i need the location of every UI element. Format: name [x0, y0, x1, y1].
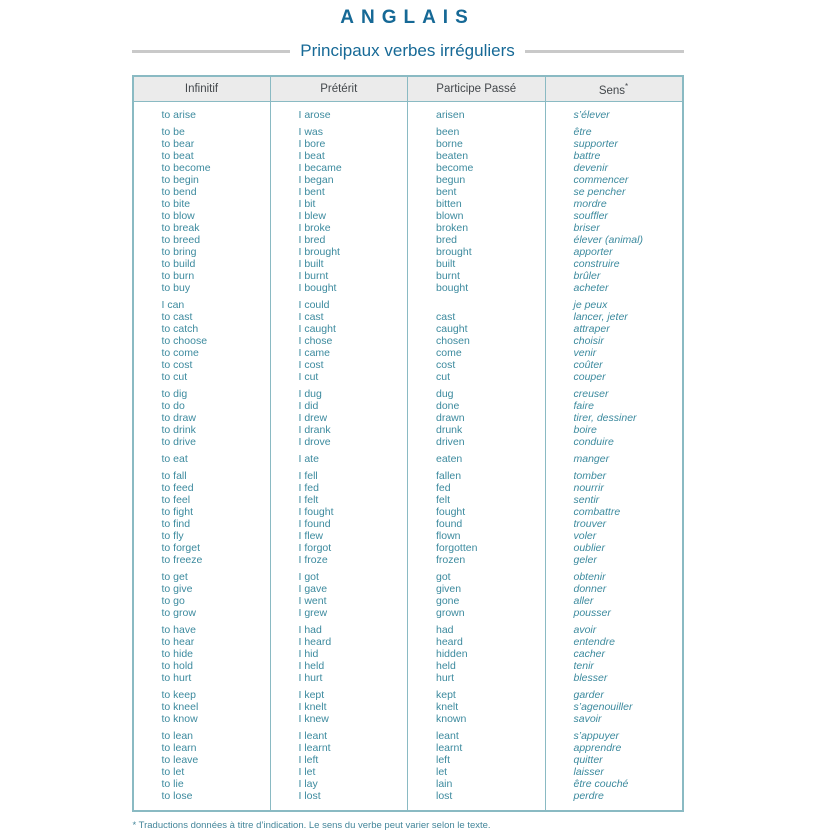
past-participle-cell: been	[408, 121, 546, 138]
past-participle-cell: burnt	[408, 270, 546, 282]
infinitive-cell: to dig	[133, 383, 271, 400]
past-participle-cell: bred	[408, 234, 546, 246]
sens-cell: donner	[545, 583, 683, 595]
preterite-cell: I hurt	[270, 672, 408, 684]
past-participle-cell: leant	[408, 725, 546, 742]
infinitive-cell: to cut	[133, 371, 271, 383]
infinitive-cell: to catch	[133, 323, 271, 335]
preterite-cell: I ate	[270, 448, 408, 465]
sens-cell: attraper	[545, 323, 683, 335]
preterite-cell: I drank	[270, 424, 408, 436]
table-row	[133, 246, 683, 258]
header-preterite	[270, 76, 408, 101]
sens-cell: choisir	[545, 335, 683, 347]
past-participle-cell: dug	[408, 383, 546, 400]
table-row	[133, 607, 683, 619]
sens-cell: je peux	[545, 294, 683, 311]
infinitive-cell: to forget	[133, 542, 271, 554]
past-participle-cell: found	[408, 518, 546, 530]
sens-cell: aller	[545, 595, 683, 607]
table-row	[133, 542, 683, 554]
past-participle-cell: built	[408, 258, 546, 270]
infinitive-cell: to feed	[133, 482, 271, 494]
table-row	[133, 270, 683, 282]
preterite-cell: I drew	[270, 412, 408, 424]
sens-cell: coûter	[545, 359, 683, 371]
past-participle-cell: driven	[408, 436, 546, 448]
past-participle-cell: come	[408, 347, 546, 359]
sens-cell: se pencher	[545, 186, 683, 198]
past-participle-cell: done	[408, 400, 546, 412]
table-row	[133, 530, 683, 542]
verb-table-body	[133, 101, 683, 811]
past-participle-cell: broken	[408, 222, 546, 234]
table-row	[133, 482, 683, 494]
preterite-cell: I came	[270, 347, 408, 359]
preterite-cell: I knew	[270, 713, 408, 725]
sens-cell: tomber	[545, 465, 683, 482]
past-participle-cell: cast	[408, 311, 546, 323]
infinitive-cell: to begin	[133, 174, 271, 186]
table-row	[133, 660, 683, 672]
table-row	[133, 150, 683, 162]
preterite-cell: I bore	[270, 138, 408, 150]
past-participle-cell: forgotten	[408, 542, 546, 554]
infinitive-cell: to keep	[133, 684, 271, 701]
table-row	[133, 424, 683, 436]
table-row	[133, 742, 683, 754]
table-row	[133, 138, 683, 150]
infinitive-cell: to fall	[133, 465, 271, 482]
infinitive-cell: to hold	[133, 660, 271, 672]
header-preterite-label: Prétérit	[320, 83, 358, 96]
past-participle-cell: blown	[408, 210, 546, 222]
preterite-cell: I arose	[270, 101, 408, 121]
table-row	[133, 359, 683, 371]
preterite-cell: I bent	[270, 186, 408, 198]
preterite-cell: I was	[270, 121, 408, 138]
past-participle-cell: held	[408, 660, 546, 672]
infinitive-cell: to lean	[133, 725, 271, 742]
sens-cell: commencer	[545, 174, 683, 186]
preterite-cell: I went	[270, 595, 408, 607]
past-participle-cell: bitten	[408, 198, 546, 210]
infinitive-cell: to feel	[133, 494, 271, 506]
sens-cell: mordre	[545, 198, 683, 210]
table-row	[133, 436, 683, 448]
preterite-cell: I lay	[270, 778, 408, 790]
infinitive-cell: to lie	[133, 778, 271, 790]
sens-cell: trouver	[545, 518, 683, 530]
table-row	[133, 162, 683, 174]
footnote: * Traductions données à titre d’indication. Le sens du verbe peut varier selon le texte.	[132, 819, 491, 831]
preterite-cell: I built	[270, 258, 408, 270]
table-row	[133, 121, 683, 138]
sens-cell: faire	[545, 400, 683, 412]
past-participle-cell: fed	[408, 482, 546, 494]
page	[132, 0, 684, 831]
table-row	[133, 323, 683, 335]
infinitive-cell: to hide	[133, 648, 271, 660]
preterite-cell: I heard	[270, 636, 408, 648]
infinitive-cell: to have	[133, 619, 271, 636]
infinitive-cell: to bring	[133, 246, 271, 258]
infinitive-cell: to know	[133, 713, 271, 725]
past-participle-cell: cut	[408, 371, 546, 383]
table-row	[133, 518, 683, 530]
past-participle-cell: kept	[408, 684, 546, 701]
table-row	[133, 400, 683, 412]
infinitive-cell: to draw	[133, 412, 271, 424]
past-participle-cell: hidden	[408, 648, 546, 660]
preterite-cell: I lost	[270, 790, 408, 811]
table-row	[133, 258, 683, 270]
table-header	[133, 76, 683, 101]
table-row	[133, 311, 683, 323]
preterite-cell: I drove	[270, 436, 408, 448]
sens-cell: supporter	[545, 138, 683, 150]
table-row	[133, 234, 683, 246]
header-sens	[545, 76, 683, 101]
preterite-cell: I fought	[270, 506, 408, 518]
sens-cell: élever (animal)	[545, 234, 683, 246]
past-participle-cell: drunk	[408, 424, 546, 436]
preterite-cell: I left	[270, 754, 408, 766]
page-title: ANGLAIS	[340, 7, 475, 28]
past-participle-cell: grown	[408, 607, 546, 619]
sens-cell: laisser	[545, 766, 683, 778]
sens-cell: construire	[545, 258, 683, 270]
infinitive-cell: to be	[133, 121, 271, 138]
preterite-cell: I did	[270, 400, 408, 412]
past-participle-cell: fought	[408, 506, 546, 518]
table-row	[133, 595, 683, 607]
preterite-cell: I bought	[270, 282, 408, 294]
preterite-cell: I began	[270, 174, 408, 186]
right-rule	[525, 50, 684, 53]
table-row	[133, 619, 683, 636]
sens-cell: être couché	[545, 778, 683, 790]
infinitive-cell: to cost	[133, 359, 271, 371]
preterite-cell: I beat	[270, 150, 408, 162]
header-infinitive	[133, 76, 271, 101]
preterite-cell: I fell	[270, 465, 408, 482]
past-participle-cell: hurt	[408, 672, 546, 684]
header-past-participle-label: Participe Passé	[436, 83, 517, 96]
past-participle-cell: lost	[408, 790, 546, 811]
preterite-cell: I hid	[270, 648, 408, 660]
infinitive-cell: to bear	[133, 138, 271, 150]
infinitive-cell: to become	[133, 162, 271, 174]
preterite-cell: I felt	[270, 494, 408, 506]
sens-asterisk: *	[625, 82, 629, 91]
infinitive-cell: I can	[133, 294, 271, 311]
sens-cell: pousser	[545, 607, 683, 619]
infinitive-cell: to go	[133, 595, 271, 607]
sens-cell: entendre	[545, 636, 683, 648]
sens-cell: s’appuyer	[545, 725, 683, 742]
sens-cell: acheter	[545, 282, 683, 294]
header-row	[133, 76, 683, 101]
past-participle-cell: cost	[408, 359, 546, 371]
infinitive-cell: to eat	[133, 448, 271, 465]
preterite-cell: I held	[270, 660, 408, 672]
past-participle-cell: felt	[408, 494, 546, 506]
preterite-cell: I forgot	[270, 542, 408, 554]
preterite-cell: I flew	[270, 530, 408, 542]
sens-cell: garder	[545, 684, 683, 701]
past-participle-cell: fallen	[408, 465, 546, 482]
table-row	[133, 294, 683, 311]
infinitive-cell: to choose	[133, 335, 271, 347]
table-row	[133, 725, 683, 742]
sens-cell: briser	[545, 222, 683, 234]
infinitive-cell: to cast	[133, 311, 271, 323]
preterite-cell: I dug	[270, 383, 408, 400]
sens-cell: devenir	[545, 162, 683, 174]
infinitive-cell: to freeze	[133, 554, 271, 566]
past-participle-cell: beaten	[408, 150, 546, 162]
infinitive-cell: to burn	[133, 270, 271, 282]
preterite-cell: I gave	[270, 583, 408, 595]
table-row	[133, 494, 683, 506]
past-participle-cell: drawn	[408, 412, 546, 424]
header-sens-label: Sens	[598, 84, 626, 97]
infinitive-cell: to blow	[133, 210, 271, 222]
preterite-cell: I brought	[270, 246, 408, 258]
table-row	[133, 186, 683, 198]
infinitive-cell: to build	[133, 258, 271, 270]
sens-cell: geler	[545, 554, 683, 566]
table-row	[133, 347, 683, 359]
sens-cell: conduire	[545, 436, 683, 448]
sens-cell: blesser	[545, 672, 683, 684]
table-row	[133, 506, 683, 518]
infinitive-cell: to learn	[133, 742, 271, 754]
preterite-cell: I grew	[270, 607, 408, 619]
sens-cell: combattre	[545, 506, 683, 518]
past-participle-cell: flown	[408, 530, 546, 542]
sens-cell: s’élever	[545, 101, 683, 121]
past-participle-cell: heard	[408, 636, 546, 648]
preterite-cell: I knelt	[270, 701, 408, 713]
left-rule	[132, 50, 291, 53]
preterite-cell: I fed	[270, 482, 408, 494]
infinitive-cell: to find	[133, 518, 271, 530]
preterite-cell: I learnt	[270, 742, 408, 754]
sens-cell: perdre	[545, 790, 683, 811]
past-participle-cell: arisen	[408, 101, 546, 121]
sens-cell: être	[545, 121, 683, 138]
sens-cell: quitter	[545, 754, 683, 766]
infinitive-cell: to give	[133, 583, 271, 595]
preterite-cell: I cast	[270, 311, 408, 323]
past-participle-cell: lain	[408, 778, 546, 790]
sens-cell: voler	[545, 530, 683, 542]
preterite-cell: I broke	[270, 222, 408, 234]
infinitive-cell: to drink	[133, 424, 271, 436]
sens-cell: s’agenouiller	[545, 701, 683, 713]
sens-cell: tenir	[545, 660, 683, 672]
infinitive-cell: to hear	[133, 636, 271, 648]
preterite-cell: I kept	[270, 684, 408, 701]
past-participle-cell: caught	[408, 323, 546, 335]
infinitive-cell: to bite	[133, 198, 271, 210]
table-row	[133, 383, 683, 400]
infinitive-cell: to drive	[133, 436, 271, 448]
header-infinitive-label: Infinitif	[184, 83, 219, 96]
preterite-cell: I bit	[270, 198, 408, 210]
infinitive-cell: to fly	[133, 530, 271, 542]
sens-cell: apporter	[545, 246, 683, 258]
sens-cell: battre	[545, 150, 683, 162]
infinitive-cell: to buy	[133, 282, 271, 294]
table-row	[133, 701, 683, 713]
preterite-cell: I could	[270, 294, 408, 311]
table-row	[133, 371, 683, 383]
past-participle-cell: borne	[408, 138, 546, 150]
preterite-cell: I chose	[270, 335, 408, 347]
past-participle-cell: begun	[408, 174, 546, 186]
infinitive-cell: to grow	[133, 607, 271, 619]
preterite-cell: I leant	[270, 725, 408, 742]
infinitive-cell: to hurt	[133, 672, 271, 684]
infinitive-cell: to come	[133, 347, 271, 359]
sens-cell: venir	[545, 347, 683, 359]
past-participle-cell	[408, 294, 546, 311]
table-row	[133, 198, 683, 210]
table-row	[133, 754, 683, 766]
irregular-verbs-table	[132, 75, 684, 812]
past-participle-cell: left	[408, 754, 546, 766]
past-participle-cell: let	[408, 766, 546, 778]
sens-cell: nourrir	[545, 482, 683, 494]
past-participle-cell: learnt	[408, 742, 546, 754]
sens-cell: obtenir	[545, 566, 683, 583]
infinitive-cell: to bend	[133, 186, 271, 198]
table-row	[133, 566, 683, 583]
page-subtitle: Principaux verbes irréguliers	[300, 41, 515, 60]
past-participle-cell: known	[408, 713, 546, 725]
past-participle-cell: given	[408, 583, 546, 595]
sens-cell: apprendre	[545, 742, 683, 754]
sens-cell: couper	[545, 371, 683, 383]
preterite-cell: I had	[270, 619, 408, 636]
sens-cell: oublier	[545, 542, 683, 554]
preterite-cell: I cost	[270, 359, 408, 371]
infinitive-cell: to leave	[133, 754, 271, 766]
preterite-cell: I caught	[270, 323, 408, 335]
past-participle-cell: got	[408, 566, 546, 583]
header-past-participle	[408, 76, 546, 101]
infinitive-cell: to lose	[133, 790, 271, 811]
past-participle-cell: chosen	[408, 335, 546, 347]
table-row	[133, 412, 683, 424]
table-row	[133, 648, 683, 660]
past-participle-cell: eaten	[408, 448, 546, 465]
table-row	[133, 335, 683, 347]
infinitive-cell: to fight	[133, 506, 271, 518]
infinitive-cell: to arise	[133, 101, 271, 121]
infinitive-cell: to beat	[133, 150, 271, 162]
preterite-cell: I bred	[270, 234, 408, 246]
preterite-cell: I got	[270, 566, 408, 583]
infinitive-cell: to let	[133, 766, 271, 778]
table-row	[133, 672, 683, 684]
past-participle-cell: frozen	[408, 554, 546, 566]
sens-cell: creuser	[545, 383, 683, 400]
table-row	[133, 636, 683, 648]
past-participle-cell: become	[408, 162, 546, 174]
table-row	[133, 448, 683, 465]
table-row	[133, 583, 683, 595]
past-participle-cell: knelt	[408, 701, 546, 713]
sens-cell: tirer, dessiner	[545, 412, 683, 424]
past-participle-cell: had	[408, 619, 546, 636]
infinitive-cell: to get	[133, 566, 271, 583]
past-participle-cell: brought	[408, 246, 546, 258]
sens-cell: savoir	[545, 713, 683, 725]
table-row	[133, 554, 683, 566]
table-row	[133, 684, 683, 701]
infinitive-cell: to break	[133, 222, 271, 234]
past-participle-cell: bent	[408, 186, 546, 198]
sens-cell: brûler	[545, 270, 683, 282]
past-participle-cell: gone	[408, 595, 546, 607]
table-row	[133, 210, 683, 222]
preterite-cell: I cut	[270, 371, 408, 383]
table-row	[133, 713, 683, 725]
infinitive-cell: to kneel	[133, 701, 271, 713]
sens-cell: manger	[545, 448, 683, 465]
table-row	[133, 465, 683, 482]
infinitive-cell: to breed	[133, 234, 271, 246]
table-row	[133, 222, 683, 234]
preterite-cell: I found	[270, 518, 408, 530]
preterite-cell: I became	[270, 162, 408, 174]
preterite-cell: I blew	[270, 210, 408, 222]
past-participle-cell: bought	[408, 282, 546, 294]
table-row	[133, 778, 683, 790]
sens-cell: sentir	[545, 494, 683, 506]
table-row	[133, 282, 683, 294]
table-row	[133, 101, 683, 121]
table-row	[133, 174, 683, 186]
preterite-cell: I froze	[270, 554, 408, 566]
sens-cell: souffler	[545, 210, 683, 222]
table-row	[133, 790, 683, 811]
infinitive-cell: to do	[133, 400, 271, 412]
table-row	[133, 766, 683, 778]
sens-cell: avoir	[545, 619, 683, 636]
subtitle-row	[132, 41, 684, 61]
sens-cell: cacher	[545, 648, 683, 660]
sens-cell: boire	[545, 424, 683, 436]
preterite-cell: I burnt	[270, 270, 408, 282]
sens-cell: lancer, jeter	[545, 311, 683, 323]
preterite-cell: I let	[270, 766, 408, 778]
